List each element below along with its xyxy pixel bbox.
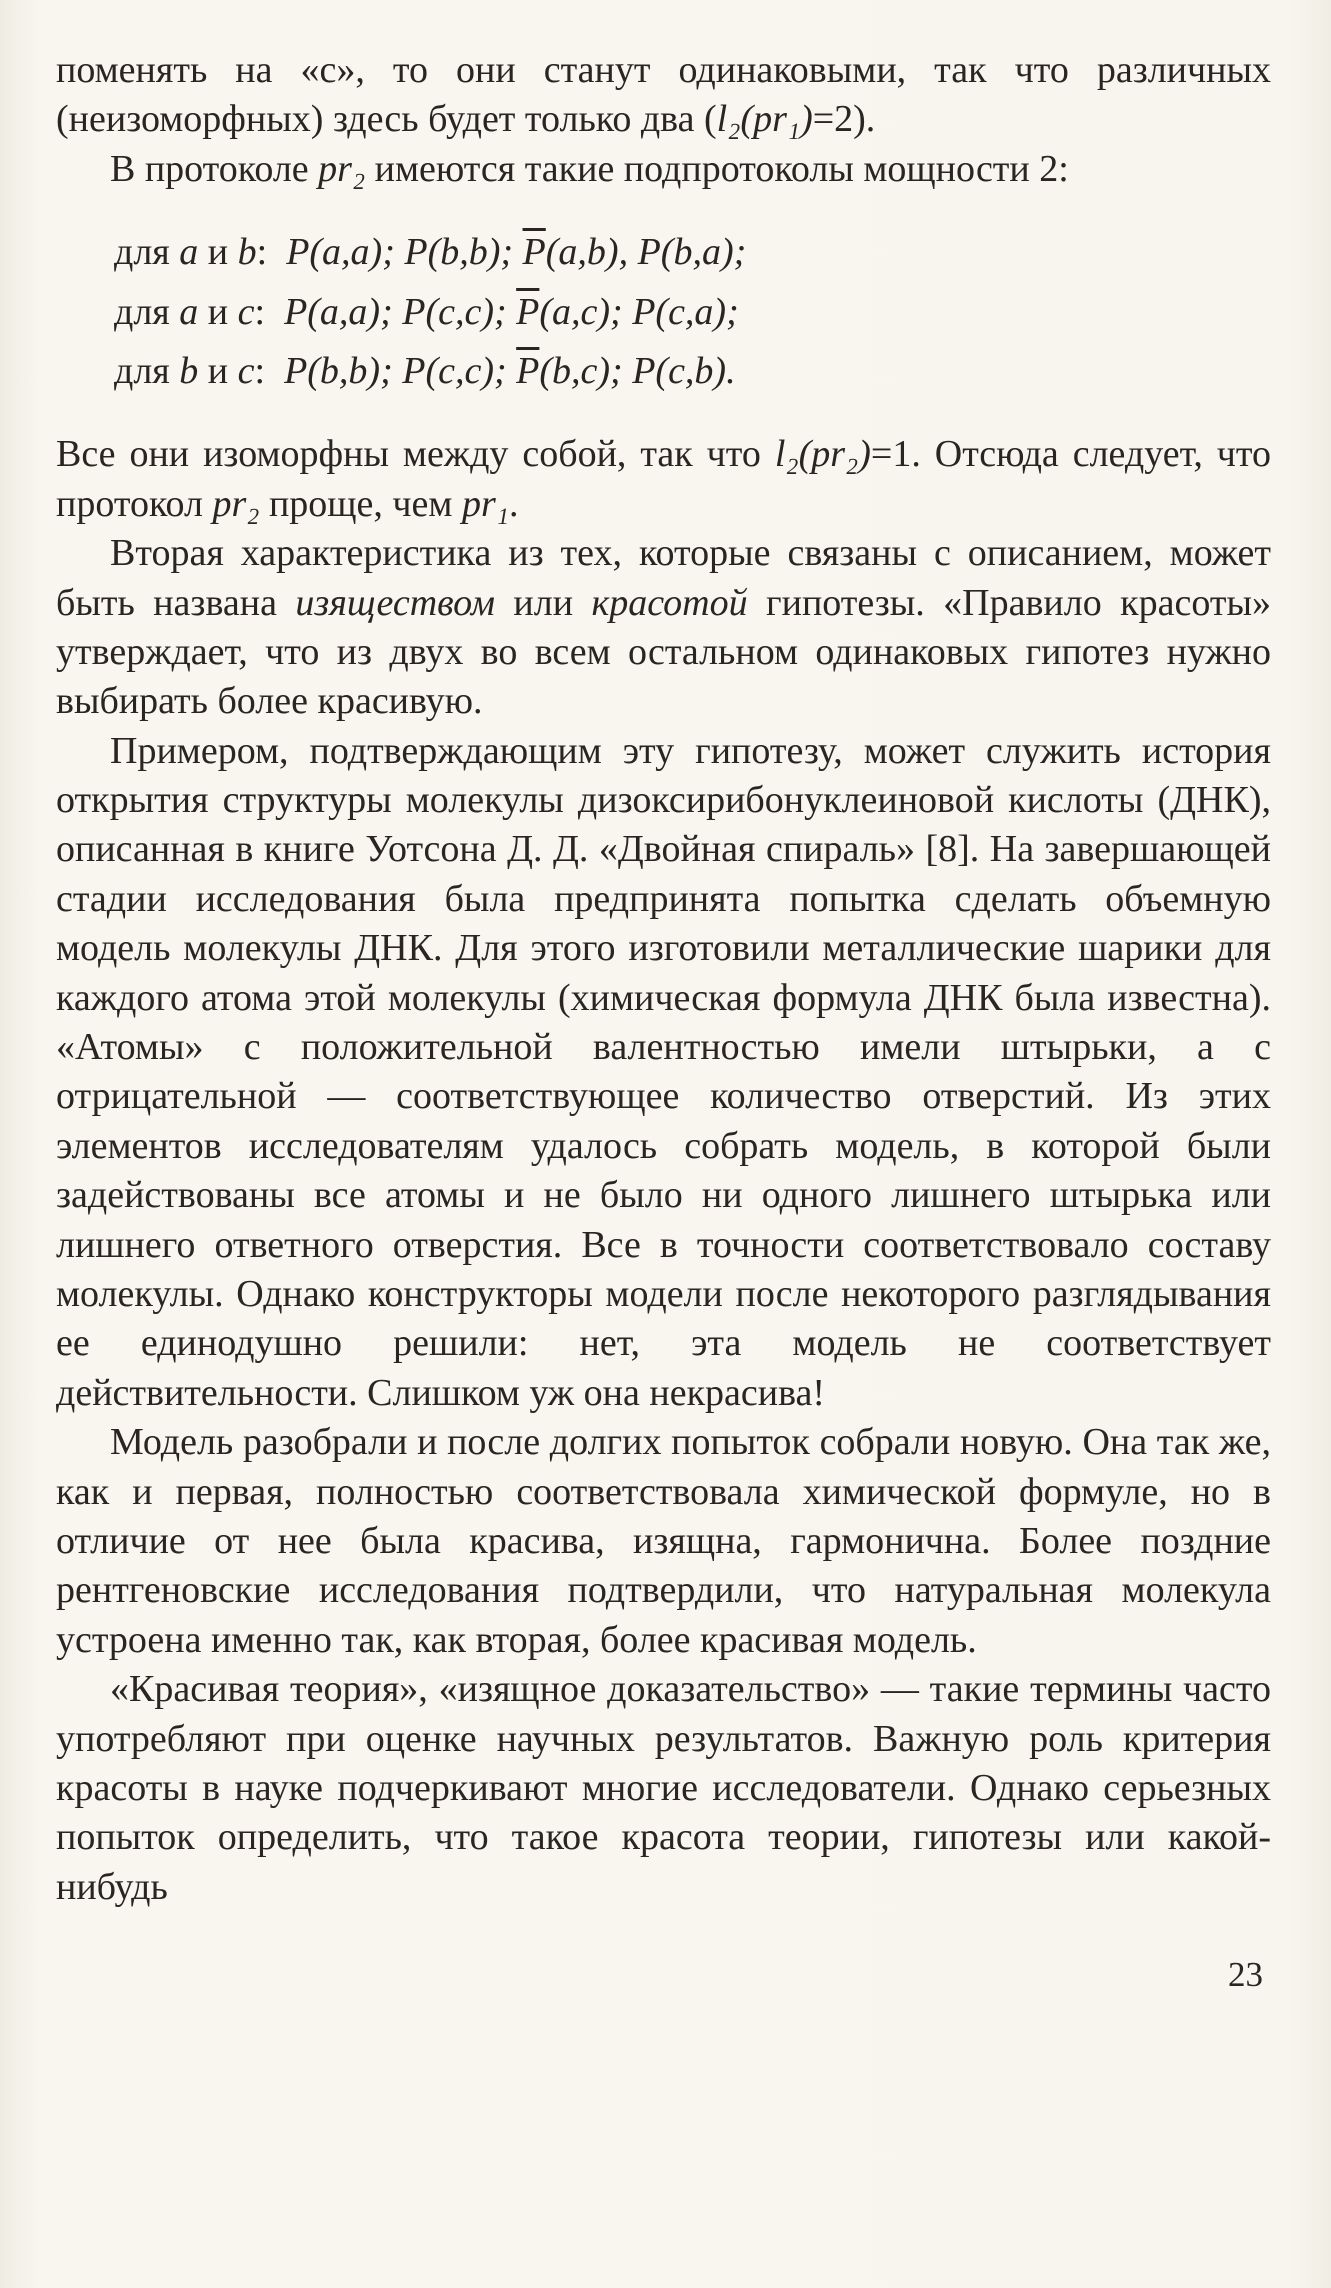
paragraph-second-characteristic — [56, 529, 1271, 727]
paragraph-dna-example — [56, 727, 1271, 1418]
text-segment: : — [256, 231, 287, 274]
formula-line-a-c — [114, 288, 1271, 337]
text-segment: . — [508, 482, 519, 525]
text-segment: Модель разобрали и после долгих попыток собрали новую. Она так же, как и первая, полностью соответствовала химической формуле, но в отличие от нее была красива, изящна, гармонична. Более поздние рентгеновские исследования подтвердили, что натуральная молекула устроена именно так, как вторая, более красивая модель. — [56, 1421, 1271, 1661]
italic-text-segment: c — [237, 349, 255, 392]
text-segment: для — [114, 349, 180, 392]
text-segment: Вторая характеристика из тех, которые связаны с описанием, может быть названа — [56, 532, 1271, 624]
italic-text-segment: a — [179, 290, 199, 333]
text-segment: гипотезы. «Правило красоты» утверждает, что из двух во всем остальном одинаковых гипотез нужно выбирать более красивую. — [56, 581, 1271, 723]
text-segment: и — [198, 290, 238, 333]
italic-text-segment: красотой — [591, 581, 748, 624]
text-segment: и — [198, 349, 238, 392]
italic-text-segment: l₂(pr₂) — [774, 433, 871, 476]
italic-text-segment: (a,c); P(c,a); — [539, 290, 739, 333]
formula-line-b-c — [114, 347, 1271, 396]
italic-text-segment: a — [179, 231, 199, 274]
italic-text-segment: pr₁ — [461, 482, 509, 525]
italic-text-segment: (b,c); P(c,b). — [539, 349, 736, 392]
italic-text-segment: (a,b), P(b,a); — [545, 231, 747, 274]
paragraph-protocol-intro — [56, 145, 1271, 194]
text-segment: для — [114, 231, 180, 274]
italic-text-segment: l₂(pr₁) — [716, 98, 813, 141]
text-segment: : — [254, 290, 285, 333]
text-segment: и — [198, 231, 238, 274]
text-segment: поменять на «с», то они станут одинаковыми, так что различных (неизоморфных) здесь будет только два ( — [56, 49, 1271, 141]
text-segment: проще, чем — [259, 482, 462, 525]
text-segment: Примером, подтверждающим эту гипотезу, может служить история открытия структуры молекулы дизоксирибонуклеиновой кислоты (ДНК), описанная в книге Уотсона Д. Д. «Двойная спираль» [8]. На завершающей стадии исследования была предпринята попытка сделать объемную модель молекулы ДНК. Для этого изготовили металлические шарики для каждого атома этой молекулы (химическая формула ДНК была известна). «Атомы» с положительной валентностью имели штырьки, а с отрицательной — соответствующее количество отверстий. Из этих элементов исследователям удалось собрать модель, в которой были задействованы все атомы и не было ни одного лишнего штырька или лишнего ответного отверстия. Все в точности соответствовало составу молекулы. Однако конструкторы модели после некоторого разглядывания ее единодушно решили: нет, эта модель не соответствует действительности. Слишком уж она некрасива! — [56, 729, 1271, 1414]
paragraph-new-model — [56, 1418, 1271, 1665]
italic-text-segment: P(a,a); P(c,c); — [284, 290, 517, 333]
paragraph-isomorphic — [56, 430, 1271, 529]
italic-text-segment: изяществом — [295, 581, 495, 624]
italic-text-segment: P(b,b); P(c,c); — [284, 349, 517, 392]
italic-text-segment: $\overline{P}$ — [516, 290, 540, 333]
text-segment: или — [494, 581, 592, 624]
italic-text-segment: c — [237, 290, 255, 333]
italic-text-segment: $\overline{P}$ — [522, 231, 546, 274]
formula-line-a-b — [114, 228, 1271, 277]
paragraph-beautiful-theory — [56, 1665, 1271, 1912]
text-segment: =2). — [812, 98, 876, 141]
italic-text-segment: P(a,a); P(b,b); — [286, 231, 523, 274]
italic-text-segment: pr₂ — [212, 482, 260, 525]
italic-text-segment: pr₂ — [318, 147, 366, 190]
italic-text-segment: b — [179, 349, 199, 392]
subprotocol-formula-block — [114, 228, 1271, 396]
text-segment: =1. Отсюда следует, что протокол — [56, 433, 1272, 525]
paragraph-continuation — [56, 46, 1271, 145]
text-segment: : — [254, 349, 285, 392]
italic-text-segment: b — [237, 231, 257, 274]
text-segment: имеются такие подпротоколы мощности 2: — [365, 147, 1069, 190]
text-segment: В протоколе — [110, 147, 319, 190]
text-segment: для — [114, 290, 180, 333]
text-segment: «Красивая теория», «изящное доказательство» — такие термины часто употребляют при оценке научных результатов. Важную роль критерия красоты в науке подчеркивают многие исследователи. Однако серьезных попыток определить, что такое красота теории, гипотезы или какой-нибудь — [56, 1668, 1271, 1908]
page-number: 23 — [1228, 1955, 1263, 1995]
text-segment: Все они изоморфны между собой, так что — [56, 433, 775, 476]
italic-text-segment: $\overline{P}$ — [516, 349, 540, 392]
